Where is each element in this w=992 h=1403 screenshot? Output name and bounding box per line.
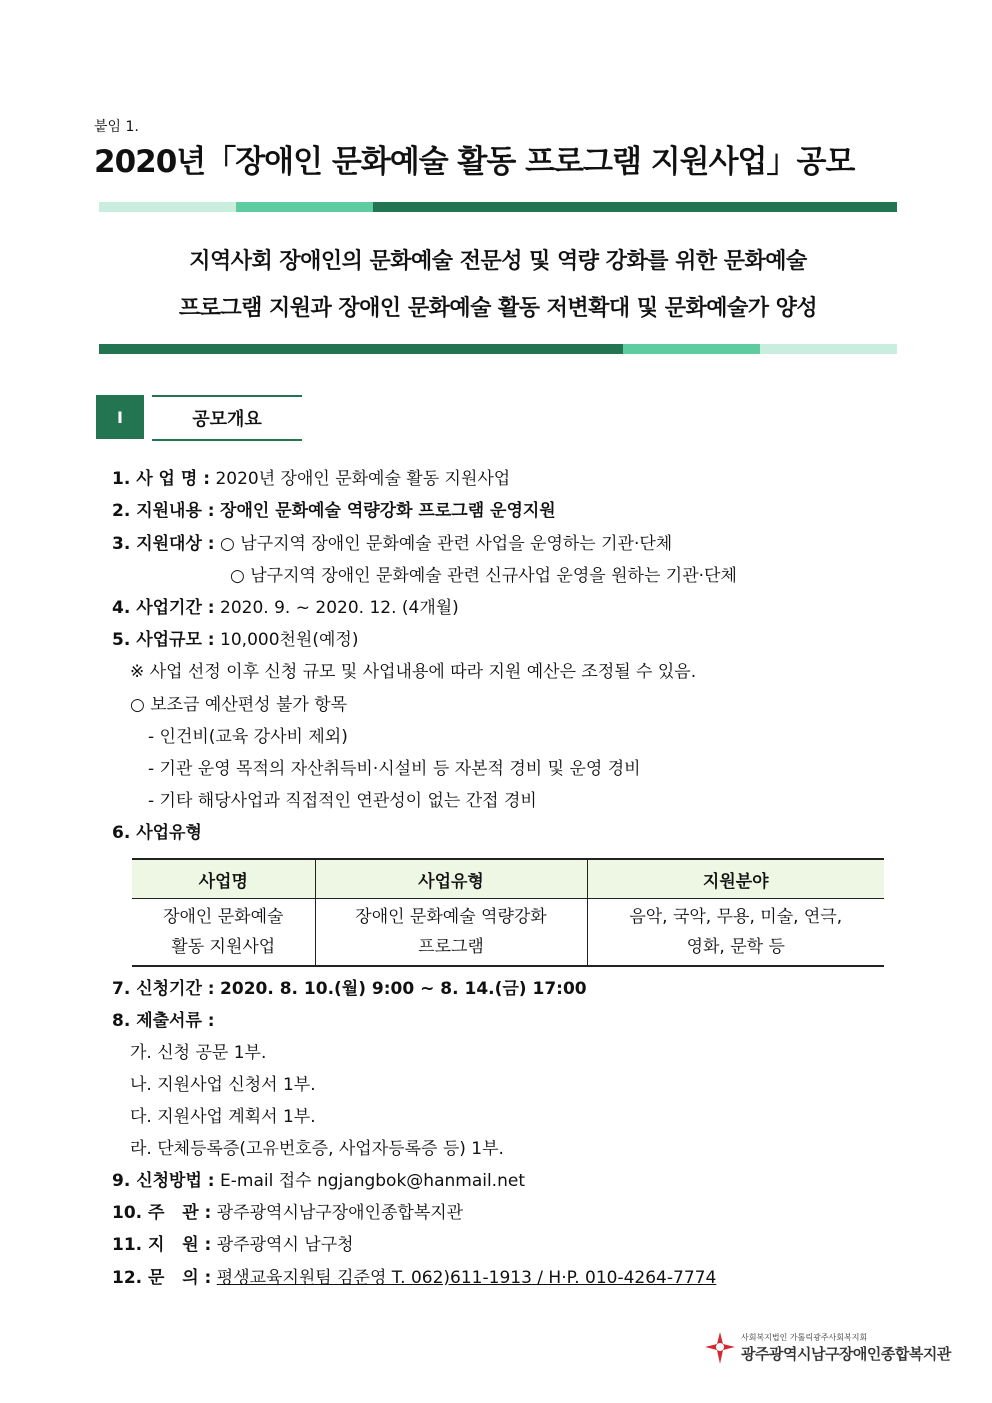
item-value: ○ 남구지역 장애인 문화예술 관련 사업을 운영하는 기관·단체 xyxy=(220,534,673,554)
item-label: 12. 문 의 : xyxy=(112,1268,212,1288)
item-label: 5. 사업규모 : xyxy=(112,630,215,650)
excluded-item: - 기타 해당사업과 직접적인 연관성이 없는 간접 경비 xyxy=(148,791,537,811)
logo-name: 광주광역시남구장애인종합복지관 xyxy=(741,1345,951,1363)
table-cell xyxy=(315,899,587,967)
logo-subtitle: 사회복지법인 가톨릭광주사회복지회 xyxy=(741,1333,868,1342)
document-item: 나. 지원사업 신청서 1부. xyxy=(130,1075,316,1095)
item-business-period xyxy=(112,596,459,620)
item-support-target xyxy=(112,532,672,556)
table-cell xyxy=(587,899,884,967)
item-label: 3. 지원대상 : xyxy=(112,534,215,554)
item-value: 2020년 장애인 문화예술 활동 지원사업 xyxy=(215,469,511,489)
bottom-decor-bar xyxy=(99,344,897,354)
item-application-method xyxy=(112,1169,525,1193)
item-business-scale xyxy=(112,628,358,652)
table-cell xyxy=(132,899,315,967)
item-label: 2. 지원내용 : xyxy=(112,501,215,521)
cell-line: 프로그램 xyxy=(418,937,484,957)
subtitle-line1: 지역사회 장애인의 문화예술 전문성 및 역량 강화를 위한 문화예술 xyxy=(189,249,807,274)
item-label: 4. 사업기간 : xyxy=(112,598,215,618)
document-item: 다. 지원사업 계획서 1부. xyxy=(130,1107,316,1127)
item-sponsor xyxy=(112,1233,354,1257)
item-documents xyxy=(112,1009,215,1033)
budget-note: ※ 사업 선정 이후 신청 규모 및 사업내용에 따라 지원 예산은 조정될 수 있음. xyxy=(130,662,697,682)
cell-line: 영화, 문학 등 xyxy=(686,937,785,957)
top-decor-bar xyxy=(99,202,897,212)
item-value: 10,000천원(예정) xyxy=(220,630,359,650)
cell-line: 장애인 문화예술 역량강화 xyxy=(355,907,547,927)
item-label: 9. 신청방법 : xyxy=(112,1171,215,1191)
subtitle xyxy=(99,238,897,332)
table-header: 사업명 xyxy=(132,859,315,899)
item-inquiry xyxy=(112,1266,716,1290)
item-label: 7. 신청기간 : xyxy=(112,979,215,999)
item-label: 10. 주 관 : xyxy=(112,1203,212,1223)
organization-logo xyxy=(703,1330,951,1366)
item-value: 2020. 8. 10.(월) 9:00 ~ 8. 14.(금) 17:00 xyxy=(220,979,587,999)
item-label: 11. 지 원 : xyxy=(112,1235,212,1255)
item-application-period xyxy=(112,977,587,1001)
table-row xyxy=(132,899,884,967)
document-item: 라. 단체등록증(고유번호증, 사업자등록증 등) 1부. xyxy=(130,1139,504,1159)
item-value: E-mail 접수 ngjangbok@hanmail.net xyxy=(220,1171,525,1191)
table-header: 사업유형 xyxy=(315,859,587,899)
cell-line: 장애인 문화예술 xyxy=(163,907,284,927)
item-label: 6. 사업유형 xyxy=(112,823,202,843)
item-support-content xyxy=(112,499,556,523)
cross-logo-icon xyxy=(703,1330,737,1366)
section-number: I xyxy=(96,395,144,439)
subtitle-line2: 프로그램 지원과 장애인 문화예술 활동 저변확대 및 문화예술가 양성 xyxy=(178,296,818,321)
excluded-item: - 인건비(교육 강사비 제외) xyxy=(148,727,348,747)
item-business-type xyxy=(112,821,202,845)
item-support-target-2: ○ 남구지역 장애인 문화예술 관련 신규사업 운영을 원하는 기관·단체 xyxy=(230,566,737,586)
document-item: 가. 신청 공문 1부. xyxy=(130,1043,267,1063)
item-organizer xyxy=(112,1201,463,1225)
item-label: 8. 제출서류 : xyxy=(112,1011,215,1031)
item-value: 장애인 문화예술 역량강화 프로그램 운영지원 xyxy=(220,501,556,521)
cell-line: 음악, 국악, 무용, 미술, 연극, xyxy=(629,907,843,927)
attachment-label: 붙임 1. xyxy=(94,119,139,135)
table-header: 지원분야 xyxy=(587,859,884,899)
item-value: 평생교육지원팀 김준영 T. 062)611-1913 / H·P. 010-4264-7774 xyxy=(216,1268,717,1288)
cell-line: 활동 지원사업 xyxy=(171,937,276,957)
excluded-items-title: ○ 보조금 예산편성 불가 항목 xyxy=(130,695,348,715)
item-value: 광주광역시남구장애인종합복지관 xyxy=(216,1203,464,1223)
item-business-name xyxy=(112,467,510,491)
item-value: 광주광역시 남구청 xyxy=(216,1235,354,1255)
item-label: 1. 사 업 명 : xyxy=(112,469,211,489)
business-type-table xyxy=(132,858,884,967)
excluded-item: - 기관 운영 목적의 자산취득비·시설비 등 자본적 경비 및 운영 경비 xyxy=(148,759,641,779)
section-title: 공모개요 xyxy=(152,395,302,441)
item-value: 2020. 9. ~ 2020. 12. (4개월) xyxy=(220,598,459,618)
page-title: 2020년「장애인 문화예술 활동 프로그램 지원사업」공모 xyxy=(94,144,855,180)
